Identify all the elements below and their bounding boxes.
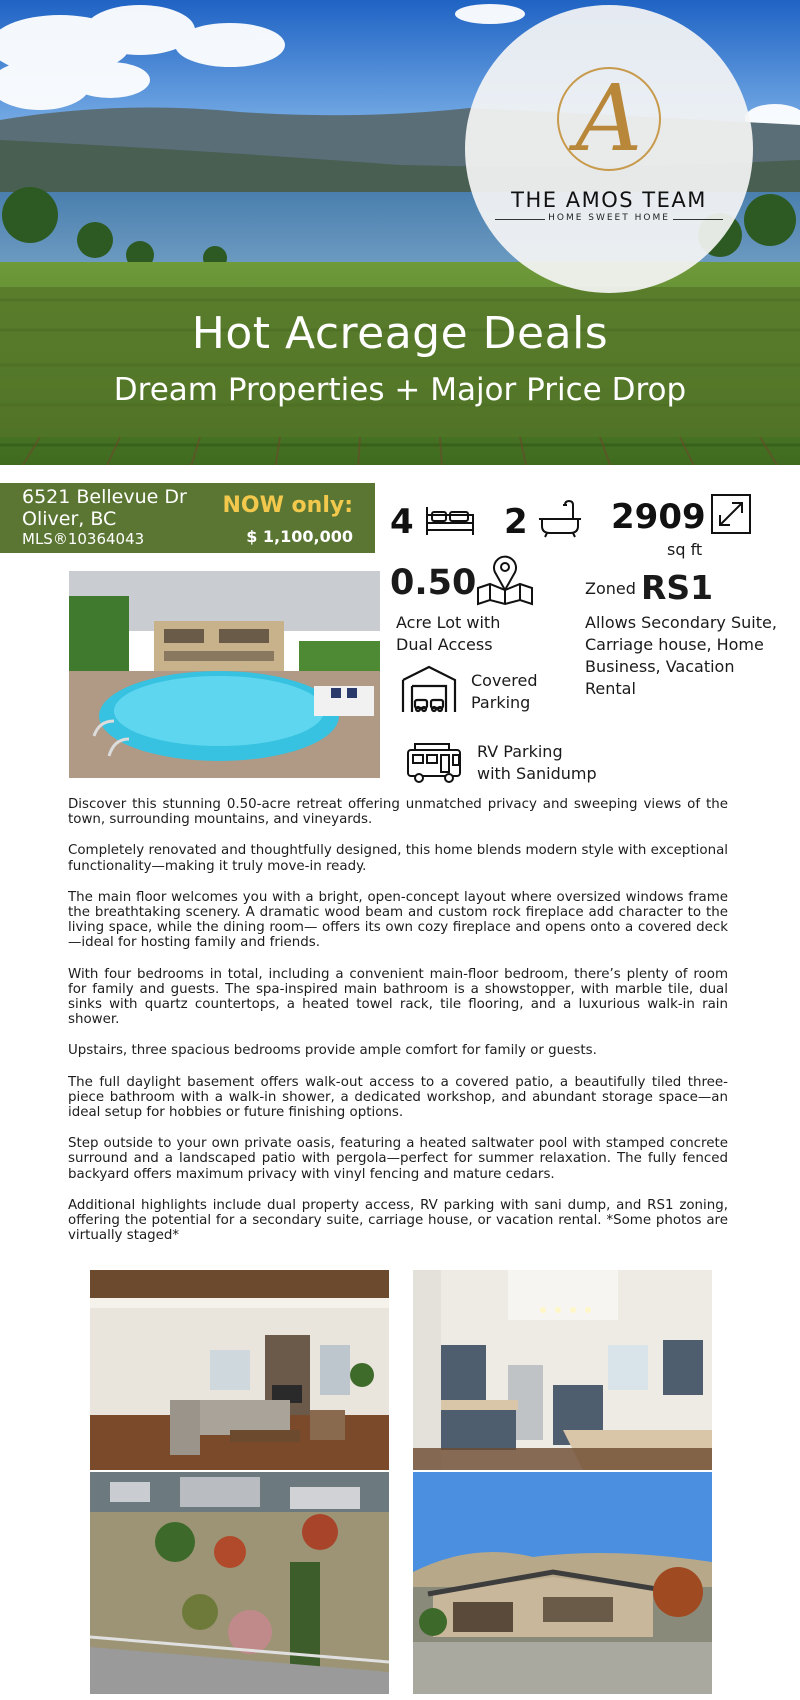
logo-tagline: HOME SWEET HOME: [485, 213, 733, 223]
parking-line1: Covered: [471, 671, 538, 690]
rv-parking-label: [477, 741, 597, 785]
hero-subtitle: Dream Properties + Major Price Drop: [113, 372, 687, 408]
mls-number: MLS®10364043: [22, 530, 145, 548]
zoning-line: Carriage house, Home: [585, 635, 764, 654]
zoning-line: Allows Secondary Suite,: [585, 613, 777, 632]
parking-label: [471, 670, 538, 714]
parking-line2: Parking: [471, 693, 531, 712]
rv-line2: with Sanidump: [477, 764, 597, 783]
zoning-code: RS1: [641, 568, 714, 607]
aerial-photo: [90, 1472, 389, 1694]
zoned-label: Zoned: [585, 579, 636, 598]
logo-team-name: THE AMOS TEAM: [511, 188, 707, 212]
kitchen-photo: [413, 1270, 712, 1470]
bathroom-count: 2: [504, 502, 528, 542]
sqft-value: 2909: [611, 497, 706, 537]
garage-icon: [400, 664, 458, 714]
description-paragraph: Discover this stunning 0.50-acre retreat offering unmatched privacy and sweeping views of the town, surrounding mountains, and vineyards.: [68, 797, 728, 828]
bed-icon: [424, 503, 476, 539]
logo-monogram: A: [575, 65, 643, 172]
lot-size: 0.50: [390, 563, 477, 603]
description-paragraph: The main floor welcomes you with a bright, open-concept layout where oversized windows frame the breathtaking scenery. A dramatic wood beam and custom rock fireplace add character to the living space, while the dining room— offers its own cozy fireplace and opens onto a covered deck—ideal for hosting family and friends.: [68, 889, 728, 951]
team-logo: [465, 5, 753, 293]
description-paragraph: With four bedrooms in total, including a convenient main-floor bedroom, there’s plenty of room for family and guests. The spa-inspired main bathroom is a showstopper, with marble tile, dual sinks with quartz countertops, a heated towel rack, tile flooring, and a luxurious walk-in rain shower.: [68, 966, 728, 1028]
pool-photo: [69, 571, 380, 778]
address-city: Oliver, BC: [22, 508, 117, 530]
lot-label-line1: Acre Lot with: [396, 613, 501, 632]
description-paragraph: Upstairs, three spacious bedrooms provide ample comfort for family or guests.: [68, 1043, 597, 1059]
living-room-photo: [90, 1270, 389, 1470]
description-paragraph: Additional highlights include dual property access, RV parking with sani dump, and RS1 zoning, offering the potential for a secondary suite, carriage house, or vacation rental. *Some photos are virtually staged*: [68, 1197, 728, 1244]
description-paragraph: Completely renovated and thoughtfully designed, this home blends modern style with exceptional functionality—making it truly move-in ready.: [68, 843, 728, 874]
zoning-description: [585, 612, 795, 700]
hero-banner: [0, 0, 800, 470]
now-only-label: NOW only:: [222, 493, 353, 518]
rv-line1: RV Parking: [477, 742, 563, 761]
bathtub-icon: [537, 499, 583, 539]
lot-description: [396, 612, 500, 656]
rv-icon: [405, 740, 465, 786]
map-pin-icon: [476, 554, 534, 606]
zoning-line: Rental: [585, 679, 636, 698]
address-street: 6521 Bellevue Dr: [22, 486, 187, 508]
resize-arrow-icon: [710, 493, 752, 535]
sqft-label: sq ft: [667, 540, 703, 559]
lot-label-line2: Dual Access: [396, 635, 493, 654]
hero-title: Hot Acreage Deals: [191, 308, 609, 359]
listing-price: $ 1,100,000: [246, 527, 353, 546]
property-description: [68, 797, 728, 1259]
description-paragraph: The full daylight basement offers walk-out access to a covered patio, a beautifully tiled three-piece bathroom with a walk-in shower, a dedicated workshop, and abundant storage space—an ideal setup for hobbies or future finishing options.: [68, 1074, 728, 1121]
zoning-line: Business, Vacation: [585, 657, 735, 676]
bedroom-count: 4: [390, 502, 414, 542]
description-paragraph: Step outside to your own private oasis, featuring a heated saltwater pool with stamped concrete surround and a landscaped patio with pergola—perfect for summer relaxation. The fully fenced backyard offers maximum privacy with vinyl fencing and mature cedars.: [68, 1136, 728, 1182]
home-exterior-photo: [413, 1472, 712, 1694]
